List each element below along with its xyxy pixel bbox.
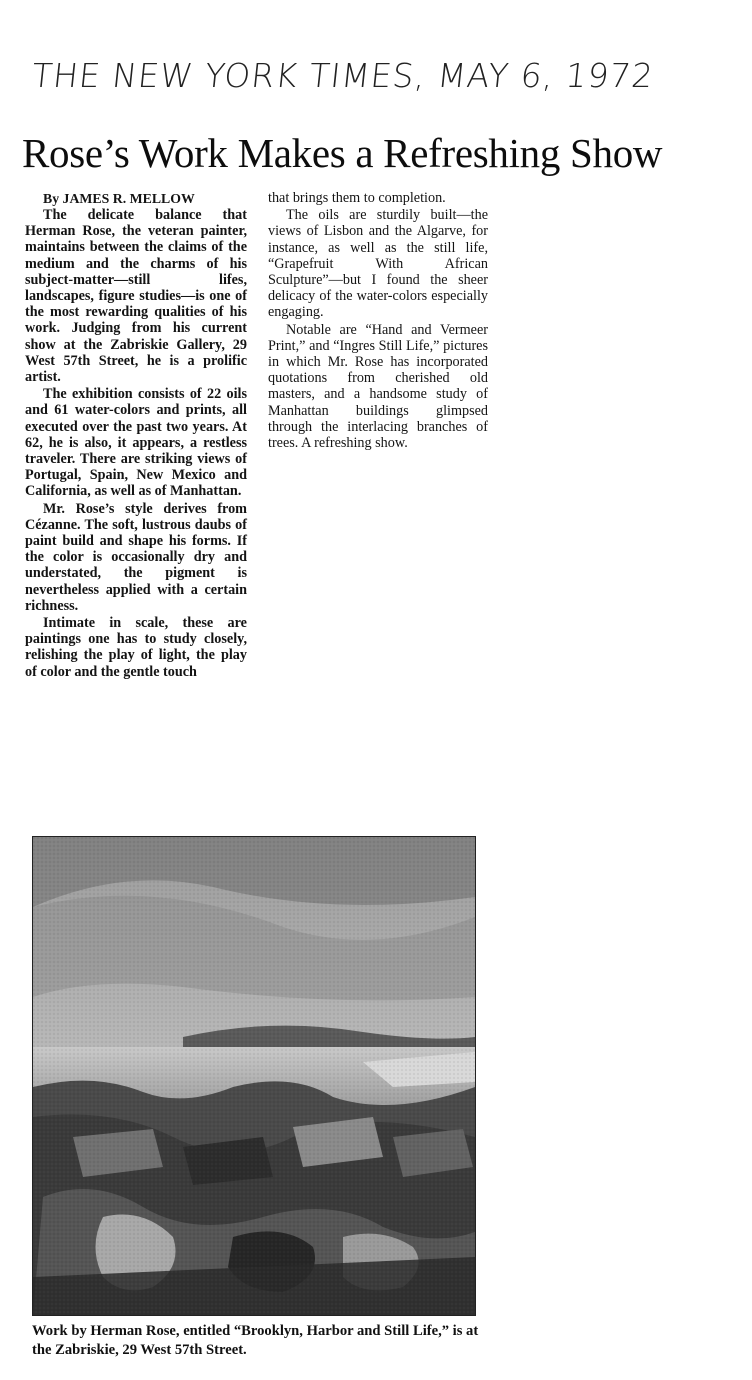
handwritten-source-note: THE NEW YORK TIMES, MAY 6, 1972 <box>30 56 656 95</box>
article-byline: By JAMES R. MELLOW <box>43 191 195 206</box>
article-paragraph: The delicate balance that Herman Rose, the veteran painter, maintains between the claims of the medium and the charms of his subject-matter—still lifes, landscapes, figure studies—is one of the most rewarding qualities of his work. Judging from his current show at the Zabriskie Gallery, 29 West 57th Street, he is a prolific artist. <box>25 207 247 386</box>
article-paragraph: The oils are sturdily built—the views of Lisbon and the Algarve, for instance, as well as the still life, “Grapefruit With African Sculpture”—but I found the sheer delicacy of the water-colors especially engaging. <box>268 207 488 321</box>
article-paragraph: Notable are “Hand and Vermeer Print,” and “Ingres Still Life,” pictures in which Mr. Rose has incorporated quotations from cherished old masters, and a handsome study of Manhattan buildings glimpsed through the interlacing branches of trees. A refreshing show. <box>268 321 488 452</box>
article-column-left <box>25 190 247 680</box>
painting-photo <box>32 836 476 1316</box>
article-column-right <box>268 190 488 451</box>
painting-image <box>33 837 475 1315</box>
article-paragraph: The exhibition consists of 22 oils and 61 water-colors and prints, all executed over the past two years. At 62, he is also, it appears, a restless traveler. There are striking views of Portugal, Spain, New Mexico and California, as well as of Manhattan. <box>25 386 247 500</box>
article-paragraph: Mr. Rose’s style derives from Cézanne. The soft, lustrous daubs of paint build and shape his forms. If the color is occasionally dry and understated, the pigment is nevertheless applied with a certain richness. <box>25 500 247 614</box>
article-paragraph: Intimate in scale, these are paintings one has to study closely, relishing the play of light, the play of color and the gentle touch <box>25 615 247 680</box>
article-headline: Rose’s Work Makes a Refreshing Show <box>22 130 663 176</box>
article-paragraph: that brings them to completion. <box>268 190 446 206</box>
photo-caption: Work by Herman Rose, entitled “Brooklyn, Harbor and Still Life,” is at the Zabriskie, 29 West 57th Street. <box>32 1323 479 1358</box>
